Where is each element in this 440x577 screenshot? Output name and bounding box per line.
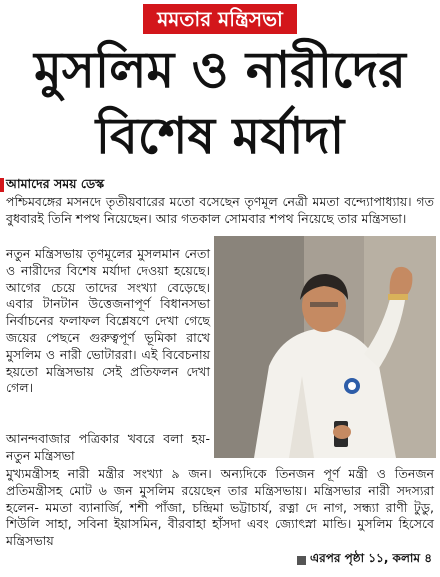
byline-desk: আমাদের সময় ডেস্ক (6, 176, 105, 191)
square-bullet-icon (297, 556, 306, 565)
headline-line-1: মুসলিম ও নারীদের (34, 41, 406, 99)
continuation-note (297, 550, 432, 570)
photo-illustration (214, 236, 436, 458)
desk-marker (0, 178, 4, 192)
paragraph-main: নতুন মন্ত্রিসভায় তৃণমূলের মুসলমান নেতা ও নারীদের বিশেষ মর্যাদা দেওয়া হয়েছে। আগের চেয়ে তাদের সংখ্যা বেড়েছে। এবার টানটান উত্তেজনাপূর্ণ বিধানসভা নির্বাচনের ফলাফল বিশ্লেষণে দেখা গেছে জয়ের পেছনে গুরুত্বপূর্ণ ভূমিকা রাখে মুসলিম ও নারী ভোটাররা। এই বিবেচনায় হয়তো মন্ত্রিসভায় সেই প্রতিফলন দেখা গেল। (6, 246, 210, 396)
paragraph-report-start: আনন্দবাজার পত্রিকার খবরে বলা হয়- নতুন মন্ত্রিসভা (6, 431, 210, 463)
news-photo (214, 236, 436, 458)
paragraph-intro: পশ্চিমবঙ্গের মসনদে তৃতীয়বারের মতো বসেছেন তৃণমূল নেত্রী মমতা বন্দ্যোপাধ্যায়। গত বুধবারই তিনি শপথ নিয়েছেন। আর গতকাল সোমবার শপথ নিয়েছে তার মন্ত্রিসভা। (6, 194, 434, 226)
headline-line-2: বিশেষ মর্যাদা (95, 107, 345, 165)
section-kicker: মমতার মন্ত্রিসভা (143, 4, 297, 34)
kicker-wrap (0, 4, 440, 34)
paragraph-report-continued: মুখ্যমন্ত্রীসহ নারী মন্ত্রীর সংখ্যা ৯ জন। অন্যদিকে তিনজন পূর্ণ মন্ত্রী ও তিনজন প্রতিমন্ত্রীসহ মোট ৬ জন মুসলিম রয়েছেন তার মন্ত্রিসভায়। মন্ত্রিসভার নারী সদস্যরা হলেন- মমতা ব্যানার্জি, শশী পাঁজা, চন্দ্রিমা ভট্টাচার্য, রত্না দে নাগ, সন্ধ্যা রাণী টুডু, শিউলি সাহা, সবিনা ইয়াসমিন, বীরবাহা হাঁসদা এবং জ্যোৎস্না মান্ডি। মুসলিম হিসেবে মন্ত্রিসভায় (6, 466, 434, 549)
continuation-text: এরপর পৃষ্ঠা ১১, কলাম ৪ (309, 551, 432, 565)
